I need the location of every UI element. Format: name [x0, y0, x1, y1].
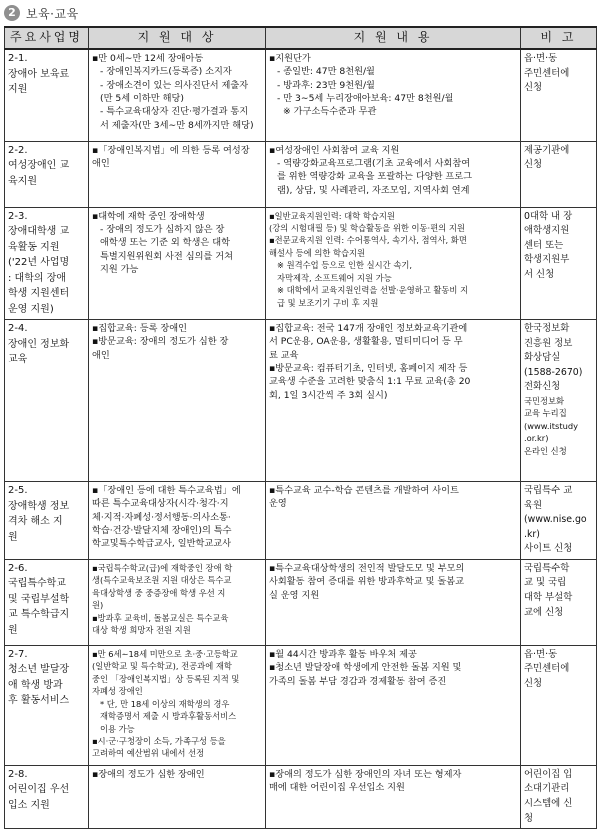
content-line: - 만 3∼5세 누리장애아보육: 47만 8천원/월	[277, 93, 454, 105]
table-row	[5, 320, 597, 482]
content-line: 교육생 수준을 고려한 맞춤식 1:1 무료 교육(총 20	[269, 376, 471, 388]
content-cell	[266, 645, 521, 765]
remark-line: (1588-2670)	[524, 366, 583, 378]
content-line: ▪일반교육지원인력: 대학 학습지원	[269, 210, 395, 221]
program-number: 2-2.	[8, 144, 28, 156]
target-line: 지원 가능	[100, 263, 139, 275]
remark-line: 주민센터에	[524, 67, 570, 79]
remark-cell	[521, 765, 597, 828]
table-row	[5, 645, 597, 765]
content-line: 회, 1일 3시간씩 주 3회 실시)	[269, 389, 388, 401]
content-cell	[266, 141, 521, 207]
target-cell	[89, 207, 266, 320]
content-line: - 종일반: 47만 8천원/월	[277, 66, 375, 78]
target-line: 자폐성 장애인	[92, 686, 143, 697]
content-cell	[266, 559, 521, 645]
program-name-line: 청소년 발달장	[8, 664, 70, 676]
content-line: 램), 상담, 및 사례관리, 자조모임, 지역사회 연계	[277, 184, 470, 196]
section-title: 보육·교육	[26, 6, 79, 21]
content-line: ▪여성장애인 사회참여 교육 지원	[269, 144, 400, 156]
remark-line: (www.itstudy	[524, 420, 579, 431]
content-line: - 방과후: 23만 9천원/월	[277, 79, 375, 91]
table-row	[5, 482, 597, 560]
target-line: ▪「장애인 등에 대한 특수교육법」에	[92, 485, 241, 496]
remark-line: (www.nise.go	[524, 514, 587, 526]
remark-line: 사이트 신청	[524, 543, 573, 555]
target-line: 학습·건강·발달지체 장애인)의 특수	[92, 525, 232, 537]
remark-line: 교 및 국립	[524, 577, 567, 589]
remark-line: 시스템에 신	[524, 798, 573, 810]
content-cell	[266, 49, 521, 141]
program-name-cell	[5, 49, 89, 141]
remark-line: 어린이집 입	[524, 768, 573, 780]
content-line: 를 위한 역량강화 교육을 포괄하는 다양한 프로그	[277, 171, 473, 183]
content-line: ▪방문교육: 컴퓨터기초, 인터넷, 홈페이지 제작 등	[269, 363, 468, 375]
target-line: 애학생 또는 기준 외 학생은 대학	[100, 237, 230, 249]
content-line: ▪특수교육대상학생의 전인적 발달도모 및 부모의	[269, 562, 465, 574]
target-cell	[89, 141, 266, 207]
remark-line: 소대기관리	[524, 783, 570, 795]
content-line: ※ 가구소득수준과 무관	[283, 106, 377, 118]
remark-line: 제공기관에	[524, 144, 570, 156]
table-header-row	[5, 27, 597, 49]
content-line: ▪특수교육 교수-학습 콘텐츠를 개발하여 사이트	[269, 485, 459, 496]
target-line: 따른 특수교육대상자(시각·청각·지	[92, 498, 229, 510]
table-row	[5, 765, 597, 828]
content-cell	[266, 765, 521, 828]
table-body	[5, 49, 597, 829]
content-line: ▪집합교육: 전국 147개 장애인 정보화교육기관에	[269, 323, 468, 334]
program-name-cell	[5, 645, 89, 765]
remark-cell	[521, 207, 597, 320]
remark-line: 전화신청	[524, 381, 561, 393]
section-number-badge: 2	[4, 5, 20, 21]
program-name-line: 교 특수학급지	[8, 609, 70, 621]
program-name-cell	[5, 320, 89, 482]
target-line: 애인	[92, 349, 110, 361]
program-number: 2-5.	[8, 485, 28, 496]
program-number: 2-1.	[8, 53, 28, 64]
content-line: 실 운영 지원	[269, 589, 320, 601]
content-line: ▪청소년 발달장애 학생에게 안전한 돌봄 지원 및	[269, 662, 462, 674]
target-line: 대상 학생 희망자 전원 지원	[92, 625, 191, 636]
program-name-line: 학생 지원센터	[8, 288, 70, 299]
target-line: ▪국립특수학교(급)에 재학중인 장애 학	[92, 562, 233, 573]
content-line: 해설사 등에 의한 학습지원	[269, 247, 366, 258]
remark-line: 진흥원 정보	[524, 337, 573, 349]
program-number: 2-8.	[8, 768, 28, 780]
content-line: - 역량강화교육프로그램(기초 교육에서 사회참여	[277, 157, 471, 169]
content-cell	[266, 320, 521, 482]
remark-cell	[521, 645, 597, 765]
content-line: 가족의 돌봄 부담 경감과 경제활동 참여 증진	[269, 675, 447, 687]
target-line: 육대상학생 중 중증장애 학생 우선 지	[92, 587, 226, 598]
program-name-line: 원	[8, 624, 18, 636]
program-name-line: 격차 해소 지	[8, 516, 63, 527]
remark-line: 대학 부설학	[524, 592, 573, 604]
remark-line: 국립특수학	[524, 562, 570, 574]
content-line: ※ 원격수업 등으로 인한 실시간 속기,	[277, 260, 412, 271]
target-line: ▪대학에 재학 중인 장애학생	[92, 210, 205, 222]
section-heading	[4, 3, 79, 23]
target-line: 이용 가능	[100, 723, 135, 734]
program-name-line: 육활동 지원	[8, 241, 60, 253]
program-name-line: 장애아 보육료	[8, 68, 70, 80]
remark-line: 신청	[524, 159, 543, 171]
target-line: ▪만 6세∼18세 미만으로 초·중·고등학교	[92, 648, 238, 659]
remark-line: 0대학 내 장	[524, 210, 573, 222]
program-name-line: 입소 지원	[8, 799, 50, 811]
target-line: - 특수교육대상자 진단·평가결과 통지	[100, 106, 249, 118]
program-name-line: 후 활동서비스	[8, 695, 70, 707]
remark-line: .or.kr)	[524, 433, 549, 444]
content-line: 급 및 보조기기 구비 후 지원	[277, 297, 379, 308]
remark-line: 화상담실	[524, 352, 561, 364]
content-line: (강의 시험대필 등) 및 학습활동을 위한 이동·편의 지원	[269, 222, 465, 233]
content-line: ▪월 44시간 방과후 활동 바우처 제공	[269, 648, 417, 660]
target-cell	[89, 320, 266, 482]
remark-line: 교에 신청	[524, 606, 564, 618]
program-number: 2-6.	[8, 562, 28, 574]
remark-line: 읍·면·동	[524, 53, 558, 64]
remark-line: 읍·면·동	[524, 648, 558, 660]
header-target: 지 원 대 상	[89, 27, 266, 49]
program-name-line: 육지원	[8, 175, 37, 187]
target-line: ▪방문교육: 장애의 정도가 심한 장	[92, 336, 229, 348]
target-cell	[89, 559, 266, 645]
content-line: 매에 대한 어린이집 우선입소 지원	[269, 782, 405, 794]
program-name-cell	[5, 482, 89, 560]
program-name-line: 지원	[8, 84, 28, 95]
program-name-line: 애 학생 방과	[8, 679, 63, 691]
content-line: 운영	[269, 498, 287, 510]
remark-cell	[521, 141, 597, 207]
program-name-line: 장애인 정보화	[8, 338, 70, 350]
program-name-line: 국립특수학교	[8, 578, 66, 590]
header-content: 지 원 내 용	[266, 27, 521, 49]
program-name-line: 원	[8, 531, 18, 543]
target-cell	[89, 482, 266, 560]
program-name-cell	[5, 141, 89, 207]
remark-line: 국립특수 교	[524, 485, 573, 496]
remark-line: 청	[524, 812, 534, 824]
target-line: (만 5세 이하만 해당)	[100, 93, 184, 105]
remark-cell	[521, 559, 597, 645]
content-line: ▪지원단가	[269, 53, 311, 64]
target-line: ▪집합교육: 등록 장애인	[92, 323, 188, 334]
target-cell	[89, 645, 266, 765]
remark-line: 신청	[524, 678, 543, 690]
target-line: ▪방과후 교육비, 돌봄교실은 특수교육	[92, 612, 229, 623]
content-line: 료 교육	[269, 349, 299, 361]
remark-line: .kr)	[524, 528, 540, 540]
target-line: ▪만 0세∼만 12세 장애아동	[92, 53, 204, 64]
program-name-line: 장애대학생 교	[8, 226, 70, 237]
content-cell	[266, 207, 521, 320]
remark-line: 서 신청	[524, 268, 555, 280]
program-number: 2-3.	[8, 210, 28, 222]
program-name-line: ('22년 사업명	[8, 257, 70, 268]
target-line: ▪시·군·구청장이 소득, 가족구성 등을	[92, 735, 226, 746]
remark-line: 애학생지원	[524, 225, 570, 237]
header-remark: 비 고	[521, 27, 597, 49]
target-line: 재학증명서 제출 시 방과후활동서비스	[100, 711, 237, 722]
target-line: ▪「장애인복지법」에 의한 등록 여성장	[92, 144, 250, 156]
content-line: 자막제작, 소프트웨어 지원 가능	[277, 272, 392, 283]
target-cell	[89, 765, 266, 828]
target-line: 원)	[92, 600, 104, 611]
remark-cell	[521, 320, 597, 482]
target-line: 중인 「장애인복지법」상 등록된 지적 및	[92, 673, 240, 684]
remark-line: 온라인 신청	[524, 445, 567, 456]
program-name-line: : 대학의 장애	[8, 272, 67, 284]
remark-line: 교육 누리집	[524, 408, 567, 419]
target-line: 애인	[92, 157, 110, 169]
content-line: ▪장애의 정도가 심한 장애인의 자녀 또는 형제자	[269, 768, 462, 780]
remark-line: 학생지원부	[524, 254, 570, 266]
remark-cell	[521, 49, 597, 141]
content-line: 서 PC운용, OA운용, 생활활용, 멀티미디어 등 무	[269, 336, 463, 348]
target-line: 학교및특수학급교사, 일반학교교사	[92, 538, 231, 550]
table-row	[5, 141, 597, 207]
target-line: * 단, 만 18세 이상의 재학생의 경우	[100, 698, 230, 709]
target-line: - 장애인복지카드(등록증) 소지자	[100, 66, 232, 78]
target-line: 특별지원위원회 사전 심의를 거쳐	[100, 250, 234, 262]
content-cell	[266, 482, 521, 560]
program-name-line: 여성장애인 교	[8, 160, 70, 171]
remark-line: 육원	[524, 499, 543, 511]
support-table	[4, 26, 597, 829]
remark-line: 신청	[524, 82, 543, 94]
program-number: 2-7.	[8, 648, 28, 660]
target-line: 고려하여 예산범위 내에서 선정	[92, 748, 205, 759]
program-name-cell	[5, 765, 89, 828]
target-cell	[89, 49, 266, 141]
remark-line: 센터 또는	[524, 239, 564, 251]
program-name-line: 교육	[8, 354, 28, 365]
remark-line: 국민정보화	[524, 395, 565, 406]
remark-line: 주민센터에	[524, 663, 570, 675]
program-name-line: 어린이집 우선	[8, 784, 70, 796]
program-name-line: 장애학생 정보	[8, 500, 70, 512]
target-line: 생(특수교육보조원 지원 대상은 특수교	[92, 575, 232, 586]
remark-cell	[521, 482, 597, 560]
target-line: - 장애소견이 있는 의사진단서 제출자	[100, 79, 249, 91]
header-program: 주요사업명	[5, 27, 89, 49]
table-row	[5, 559, 597, 645]
table-row	[5, 49, 597, 141]
table-row	[5, 207, 597, 320]
program-name-line: 운영 지원)	[8, 303, 54, 315]
target-line: (일반학교 및 특수학교), 전공과에 재학	[92, 661, 232, 672]
target-line: 서 제출자(만 3세∼만 8세까지만 해당)	[100, 119, 254, 131]
program-name-cell	[5, 559, 89, 645]
program-name-cell	[5, 207, 89, 320]
program-number: 2-4.	[8, 323, 28, 334]
program-name-line: 및 국립부설학	[8, 593, 70, 605]
content-line: ▪전문교육지원 인력: 수어통역사, 속기사, 점역사, 화면	[269, 235, 467, 246]
content-line: 사회활동 참여 증대를 위한 방과후학교 및 돌봄교	[269, 576, 465, 588]
target-line: 체·지적·자폐성·정서행동·의사소통·	[92, 511, 231, 523]
content-line: ※ 대학에서 교육지원인력을 선발·운영하고 활동비 지	[277, 285, 469, 296]
target-line: - 장애의 정도가 심하지 않은 장	[100, 223, 225, 235]
remark-line: 한국정보화	[524, 323, 570, 334]
target-line: ▪장애의 정도가 심한 장애인	[92, 768, 205, 780]
